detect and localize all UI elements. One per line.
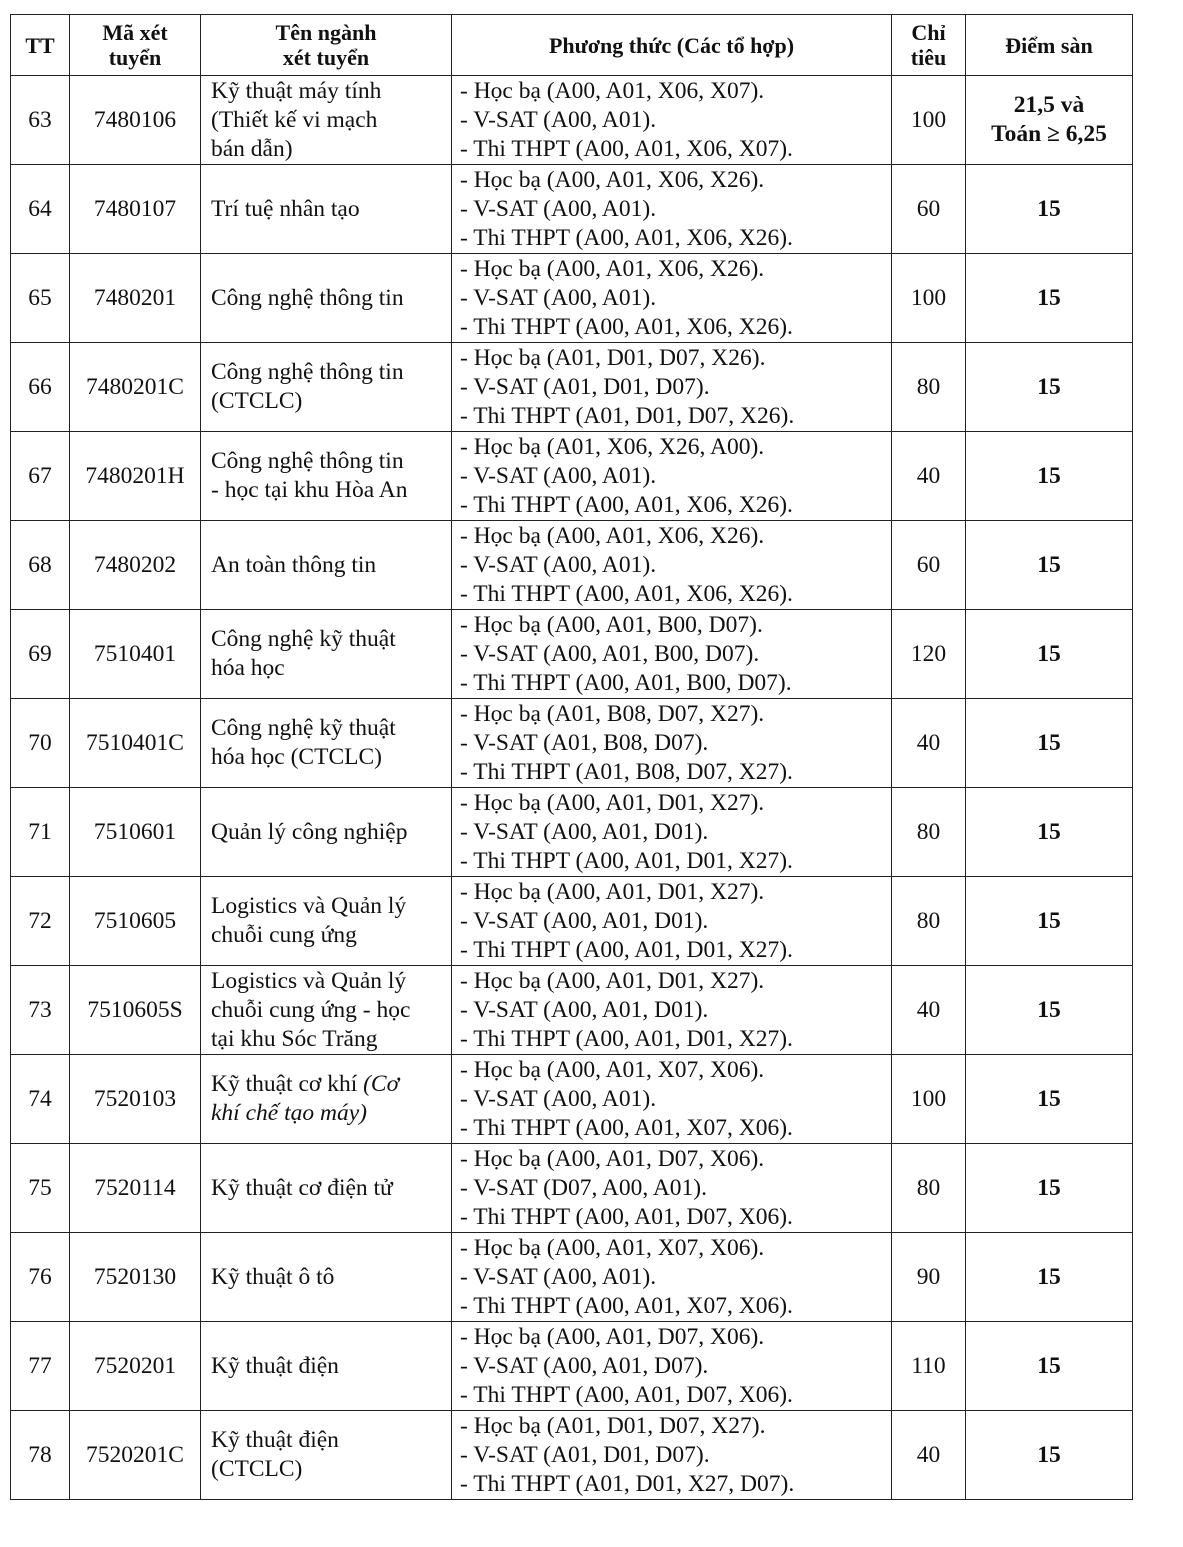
table-row [11,610,1133,699]
row-major-name: Công nghệ thông tin [201,254,452,343]
row-min-score: 15 [966,966,1133,1055]
row-major-name: Kỹ thuật điện (CTCLC) [201,1411,452,1500]
row-min-score: 21,5 và Toán ≥ 6,25 [966,76,1133,165]
row-quota: 100 [892,1055,966,1144]
row-min-score: 15 [966,165,1133,254]
row-quota: 90 [892,1233,966,1322]
row-code: 7510605 [70,877,201,966]
row-major-name: Kỹ thuật điện [201,1322,452,1411]
header-method: Phương thức (Các tổ hợp) [452,15,892,76]
row-tt: 63 [11,76,70,165]
row-min-score: 15 [966,877,1133,966]
row-min-score: 15 [966,1322,1133,1411]
row-quota: 80 [892,877,966,966]
header-score: Điểm sàn [966,15,1133,76]
row-tt: 64 [11,165,70,254]
table-row [11,1411,1133,1500]
row-major-name: Kỹ thuật ô tô [201,1233,452,1322]
row-methods: - Học bạ (A00, A01, X06, X26). - V-SAT (A00, A01). - Thi THPT (A00, A01, X06, X26). [452,521,892,610]
row-methods: - Học bạ (A00, A01, D07, X06). - V-SAT (A00, A01, D07). - Thi THPT (A00, A01, D07, X06). [452,1322,892,1411]
row-methods: - Học bạ (A00, A01, X07, X06). - V-SAT (A00, A01). - Thi THPT (A00, A01, X07, X06). [452,1055,892,1144]
row-tt: 66 [11,343,70,432]
table-row [11,432,1133,521]
row-code: 7520201 [70,1322,201,1411]
row-quota: 100 [892,254,966,343]
row-major-name: Kỹ thuật máy tính (Thiết kế vi mạch bán dẫn) [201,76,452,165]
row-methods: - Học bạ (A00, A01, X06, X07). - V-SAT (A00, A01). - Thi THPT (A00, A01, X06, X07). [452,76,892,165]
row-methods: - Học bạ (A00, A01, D01, X27). - V-SAT (A00, A01, D01). - Thi THPT (A00, A01, D01, X27). [452,966,892,1055]
table-row [11,1233,1133,1322]
row-min-score: 15 [966,254,1133,343]
row-major-name: Công nghệ thông tin - học tại khu Hòa An [201,432,452,521]
row-tt: 74 [11,1055,70,1144]
row-quota: 40 [892,699,966,788]
table-body [11,76,1133,1500]
row-major-name: Quản lý công nghiệp [201,788,452,877]
row-tt: 73 [11,966,70,1055]
row-tt: 67 [11,432,70,521]
table-row [11,1144,1133,1233]
row-methods: - Học bạ (A00, A01, D07, X06). - V-SAT (D07, A00, A01). - Thi THPT (A00, A01, D07, X06). [452,1144,892,1233]
row-quota: 40 [892,1411,966,1500]
row-tt: 71 [11,788,70,877]
row-quota: 100 [892,76,966,165]
row-code: 7480201C [70,343,201,432]
row-tt: 69 [11,610,70,699]
row-methods: - Học bạ (A01, B08, D07, X27). - V-SAT (A01, B08, D07). - Thi THPT (A01, B08, D07, X27). [452,699,892,788]
row-methods: - Học bạ (A01, D01, D07, X27). - V-SAT (A01, D01, D07). - Thi THPT (A01, D01, X27, D07). [452,1411,892,1500]
row-tt: 68 [11,521,70,610]
row-code: 7480202 [70,521,201,610]
row-min-score: 15 [966,1055,1133,1144]
row-code: 7480106 [70,76,201,165]
header-name: Tên ngành xét tuyển [201,15,452,76]
row-min-score: 15 [966,788,1133,877]
row-min-score: 15 [966,1411,1133,1500]
admission-table [10,14,1133,1500]
row-major-name: Logistics và Quản lý chuỗi cung ứng [201,877,452,966]
row-quota: 60 [892,521,966,610]
row-tt: 75 [11,1144,70,1233]
row-min-score: 15 [966,432,1133,521]
table-row [11,254,1133,343]
row-tt: 70 [11,699,70,788]
table-row [11,788,1133,877]
row-tt: 76 [11,1233,70,1322]
row-code: 7480201 [70,254,201,343]
row-tt: 65 [11,254,70,343]
row-min-score: 15 [966,1233,1133,1322]
row-major-name: Trí tuệ nhân tạo [201,165,452,254]
row-tt: 78 [11,1411,70,1500]
table-row [11,343,1133,432]
row-methods: - Học bạ (A00, A01, D01, X27). - V-SAT (A00, A01, D01). - Thi THPT (A00, A01, D01, X27). [452,788,892,877]
row-min-score: 15 [966,610,1133,699]
table-row [11,521,1133,610]
row-methods: - Học bạ (A00, A01, B00, D07). - V-SAT (A00, A01, B00, D07). - Thi THPT (A00, A01, B00, D07). [452,610,892,699]
admission-table-page [10,14,1133,1500]
row-methods: - Học bạ (A00, A01, X06, X26). - V-SAT (A00, A01). - Thi THPT (A00, A01, X06, X26). [452,165,892,254]
row-major-name: Kỹ thuật cơ khí (Cơ khí chế tạo máy) [201,1055,452,1144]
row-code: 7510401C [70,699,201,788]
row-major-name: An toàn thông tin [201,521,452,610]
row-min-score: 15 [966,521,1133,610]
row-code: 7480201H [70,432,201,521]
row-quota: 40 [892,966,966,1055]
row-code: 7520201C [70,1411,201,1500]
row-quota: 80 [892,343,966,432]
table-row [11,966,1133,1055]
row-code: 7510605S [70,966,201,1055]
row-min-score: 15 [966,1144,1133,1233]
row-major-name: Công nghệ thông tin (CTCLC) [201,343,452,432]
row-quota: 110 [892,1322,966,1411]
row-min-score: 15 [966,343,1133,432]
row-code: 7510601 [70,788,201,877]
table-row [11,165,1133,254]
table-row [11,76,1133,165]
row-code: 7520130 [70,1233,201,1322]
row-major-name: Logistics và Quản lý chuỗi cung ứng - học tại khu Sóc Trăng [201,966,452,1055]
row-code: 7510401 [70,610,201,699]
header-code: Mã xét tuyển [70,15,201,76]
row-methods: - Học bạ (A01, D01, D07, X26). - V-SAT (A01, D01, D07). - Thi THPT (A01, D01, D07, X26). [452,343,892,432]
table-row [11,699,1133,788]
row-major-name: Kỹ thuật cơ điện tử [201,1144,452,1233]
row-quota: 40 [892,432,966,521]
row-methods: - Học bạ (A00, A01, X06, X26). - V-SAT (A00, A01). - Thi THPT (A00, A01, X06, X26). [452,254,892,343]
table-header [11,15,1133,76]
table-row [11,877,1133,966]
row-code: 7520103 [70,1055,201,1144]
row-quota: 80 [892,788,966,877]
row-quota: 80 [892,1144,966,1233]
row-quota: 120 [892,610,966,699]
row-min-score: 15 [966,699,1133,788]
header-tt: TT [11,15,70,76]
row-methods: - Học bạ (A00, A01, D01, X27). - V-SAT (A00, A01, D01). - Thi THPT (A00, A01, D01, X27). [452,877,892,966]
row-methods: - Học bạ (A01, X06, X26, A00). - V-SAT (A00, A01). - Thi THPT (A00, A01, X06, X26). [452,432,892,521]
row-tt: 72 [11,877,70,966]
row-methods: - Học bạ (A00, A01, X07, X06). - V-SAT (A00, A01). - Thi THPT (A00, A01, X07, X06). [452,1233,892,1322]
row-tt: 77 [11,1322,70,1411]
row-major-name: Công nghệ kỹ thuật hóa học (CTCLC) [201,699,452,788]
row-quota: 60 [892,165,966,254]
table-row [11,1055,1133,1144]
row-major-name: Công nghệ kỹ thuật hóa học [201,610,452,699]
row-code: 7480107 [70,165,201,254]
row-code: 7520114 [70,1144,201,1233]
table-row [11,1322,1133,1411]
header-quota: Chỉ tiêu [892,15,966,76]
